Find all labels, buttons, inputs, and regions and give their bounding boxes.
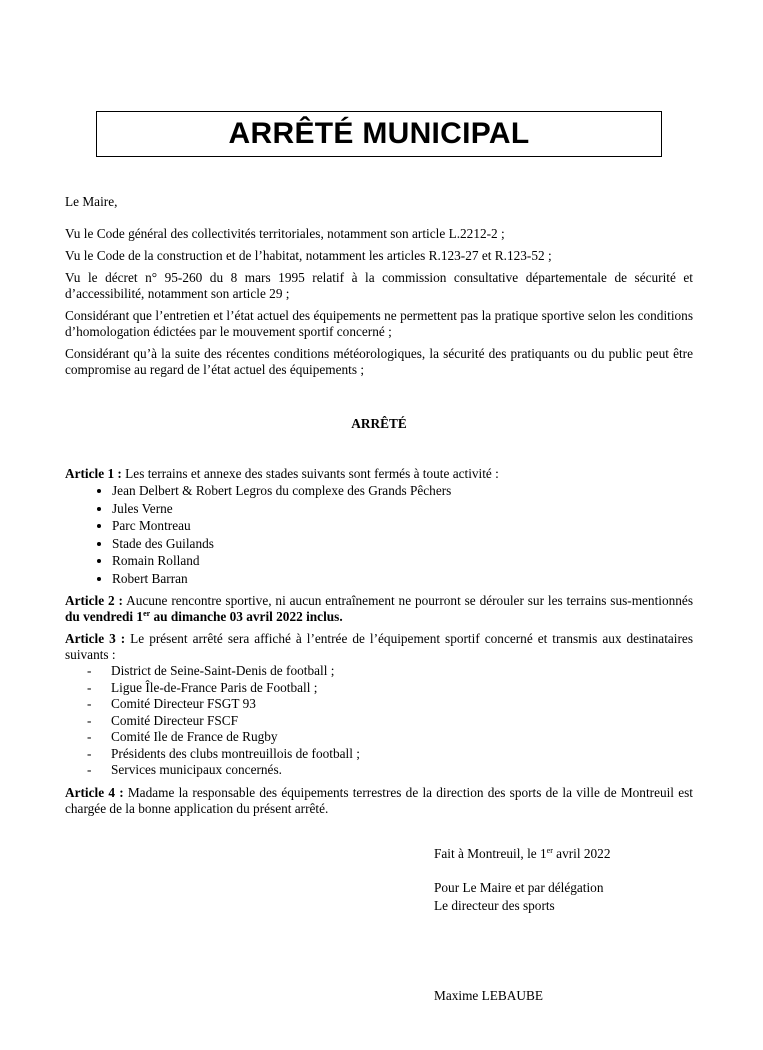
consideration-1: Vu le Code général des collectivités territoriales, notamment son article L.2212-2 ; xyxy=(65,226,505,241)
article-4-label: Article 4 : xyxy=(65,784,124,800)
article-1 xyxy=(65,466,693,482)
article-2-date-b: au dimanche 03 avril 2022 inclus. xyxy=(150,609,343,624)
list-item: • Parc Montreau xyxy=(112,517,693,535)
place-date-a: Fait à Montreuil, le 1 xyxy=(434,846,547,861)
delegation: Pour Le Maire et par délégation xyxy=(434,880,604,895)
list-item: - Présidents des clubs montreuillois de football ; xyxy=(65,746,693,763)
list-item: • Stade des Guilands xyxy=(112,535,693,553)
list-item: • Robert Barran xyxy=(112,570,693,588)
article-1-label: Article 1 : xyxy=(65,466,122,481)
signatory-role: Le directeur des sports xyxy=(434,898,555,913)
list-item: - Services municipaux concernés. xyxy=(65,762,693,779)
list-item: • Jules Verne xyxy=(112,500,693,518)
article-2-date-sup: er xyxy=(143,609,151,618)
article-2-label: Article 2 : xyxy=(65,593,123,608)
preamble xyxy=(65,194,693,378)
title-box xyxy=(96,111,662,157)
article-3-label: Article 3 : xyxy=(65,631,126,646)
stadium-list xyxy=(65,482,693,587)
article-4 xyxy=(65,785,693,817)
decree-heading: ARRÊTÉ xyxy=(351,416,407,431)
salutation: Le Maire, xyxy=(65,194,118,209)
consideration-2: Vu le Code de la construction et de l’habitat, notamment les articles R.123-27 et R.123-52 ; xyxy=(65,248,552,263)
article-2-date-a: du vendredi 1 xyxy=(65,609,144,624)
list-item: - Comité Directeur FSGT 93 xyxy=(65,696,693,713)
list-item: • Romain Rolland xyxy=(112,552,693,570)
article-2-text: Aucune rencontre sportive, ni aucun entraînement ne pourront se dérouler sur les terrains sus-mentionnés xyxy=(122,593,693,608)
list-item: - Comité Directeur FSCF xyxy=(65,713,693,730)
consideration-5: Considérant qu’à la suite des récentes conditions météorologiques, la sécurité des pratiquants ou du public peut être compromise au regard de l’état actuel des équipements ; xyxy=(65,346,693,377)
document-title: ARRÊTÉ MUNICIPAL xyxy=(228,117,530,150)
place-date-b: avril 2022 xyxy=(552,846,611,861)
article-1-text: Les terrains et annexe des stades suivants sont fermés à toute activité : xyxy=(121,466,499,481)
consideration-4: Considérant que l’entretien et l’état actuel des équipements ne permettent pas la pratique sportive selon les conditions d’homologation édictées par le mouvement sportif concerné ; xyxy=(65,308,693,339)
article-3-text: Le présent arrêté sera affiché à l’entrée de l’équipement sportif concerné et transmis aux destinataires suivants : xyxy=(65,631,693,662)
list-item: - Ligue Île-de-France Paris de Football ; xyxy=(65,680,693,697)
recipient-list xyxy=(65,663,693,779)
article-4-text: Madame la responsable des équipements terrestres de la direction des sports de la ville de Montreuil est chargée de la bonne application du présent arrêté. xyxy=(65,784,693,816)
article-3 xyxy=(65,631,693,663)
article-2 xyxy=(65,593,693,625)
signatory-name: Maxime LEBAUBE xyxy=(434,988,543,1003)
consideration-3: Vu le décret n° 95-260 du 8 mars 1995 relatif à la commission consultative départementale de sécurité et d’accessibilité, notamment son article 29 ; xyxy=(65,270,693,301)
place-date-sup: er xyxy=(546,846,553,855)
decree-heading-block xyxy=(65,416,693,432)
list-item: - Comité Ile de France de Rugby xyxy=(65,729,693,746)
articles xyxy=(65,466,693,817)
list-item: • Jean Delbert & Robert Legros du complexe des Grands Pêchers xyxy=(112,482,693,500)
list-item: - District de Seine-Saint-Denis de football ; xyxy=(65,663,693,680)
place-date xyxy=(434,846,610,862)
